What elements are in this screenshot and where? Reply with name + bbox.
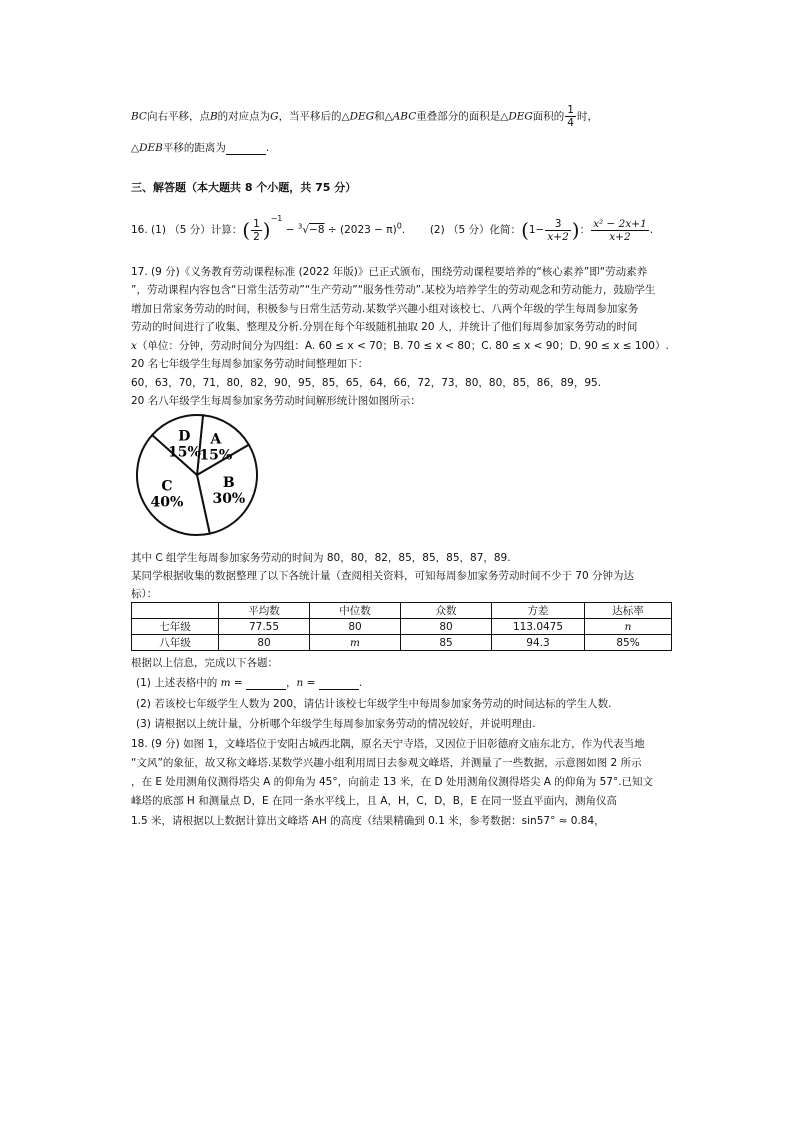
table-header-cell: 众数 xyxy=(401,603,492,619)
text: ： xyxy=(579,224,591,236)
var-n: n xyxy=(296,677,304,689)
var-b: B xyxy=(209,110,218,123)
table-cell: 113.0475 xyxy=(492,619,585,635)
question-16 xyxy=(131,212,653,243)
text: = xyxy=(303,677,319,689)
numerator: x² − 2x+1 xyxy=(593,217,647,230)
q17-line-11: 标）： xyxy=(131,588,158,600)
q18-line-5: 1.5 米，请根据以上数据计算出文峰塔 AH 的高度（结果精确到 0.1 米，参考数据：sin57° ≈ 0.84， xyxy=(131,815,605,827)
text: 平移的距离为 xyxy=(162,142,226,154)
text: = xyxy=(230,677,247,689)
text: 面积的 xyxy=(532,110,565,123)
text: 16. (1) （5 分）计算： xyxy=(131,224,243,236)
q17-line-3: 增加日常家务劳动的时间，积极参与日常生活劳动.某数学兴趣小组对该校七、八两个年级的学生每周参加家务 xyxy=(131,303,639,315)
text: 和△ xyxy=(374,110,393,123)
var-abc: ABC xyxy=(392,110,417,123)
pie-label-percent: 15% xyxy=(199,447,233,464)
text: 的对应点为 xyxy=(217,110,271,123)
q17-line-10: 某同学根据收集的数据整理了以下各统计量（查阅相关资料，可知每周参加家务劳动时间不少于 70 分钟为达 xyxy=(131,570,635,582)
q17-line-9: 其中 C 组学生每周参加家务劳动的时间为 80，80，82，85，85，85，87，89. xyxy=(131,552,511,564)
table-cell: n xyxy=(585,619,672,635)
pie-label-category: A xyxy=(210,431,222,448)
fraction-poly xyxy=(591,218,649,243)
q17-line-6: 20 名七年级学生每周参加家务劳动时间整理如下： xyxy=(131,358,369,370)
text: . xyxy=(358,677,363,689)
pie-label-percent: 40% xyxy=(150,494,184,511)
table-header-cell xyxy=(132,603,219,619)
text: (2) （5 分）化简： xyxy=(429,224,522,236)
answer-blank[interactable] xyxy=(226,144,266,155)
q18-line-4: 峰塔的底部 H 和测量点 D，E 在同一条水平线上，且 A，H，C，D，B，E 在同一竖直平面内，测角仪高 xyxy=(131,795,617,807)
var-bc: BC xyxy=(131,110,147,123)
radicand: −8 xyxy=(309,224,325,236)
q18-line-2: “文风”的象征，故又称文峰塔.某数学兴趣小组利用周日去参观文峰塔，并测量了一些数据，示意图如图 2 所示 xyxy=(131,757,642,769)
answer-blank-m[interactable] xyxy=(246,679,286,690)
numerator: 1 xyxy=(567,104,574,116)
pie-label-percent: 15% xyxy=(167,444,201,461)
var-g: G xyxy=(270,110,279,123)
text: . xyxy=(265,142,270,154)
table-cell: 85% xyxy=(585,635,672,651)
text: ， xyxy=(286,677,297,689)
numerator: 3 xyxy=(545,218,570,231)
table-cell: 80 xyxy=(401,619,492,635)
fraction-half xyxy=(251,218,262,243)
q17-line-1: 17. (9 分)《义务教育劳动课程标准 (2022 年版)》已正式颁布，围绕劳动课程要培养的“核心素养”即“劳动素养 xyxy=(131,266,648,278)
pie-label-percent: 30% xyxy=(212,491,246,508)
radical-icon: √ xyxy=(302,224,310,236)
table-header-row xyxy=(132,603,672,619)
q17-sub-1 xyxy=(136,676,362,690)
table-row xyxy=(132,619,672,635)
table-cell: 80 xyxy=(219,635,310,651)
table-header-cell: 达标率 xyxy=(585,603,672,619)
q17-sub-2: (2) 若该校七年级学生人数为 200，请估计该校七年级学生中每周参加家务劳动的时间达标的学生人数. xyxy=(136,698,612,710)
table-cell: 七年级 xyxy=(132,619,219,635)
exponent: 0 xyxy=(396,221,402,231)
translation-line-2 xyxy=(131,141,269,155)
text: 1− xyxy=(528,224,545,236)
table-cell: 80 xyxy=(310,619,401,635)
q17-line-2: ”，劳动课程内容包含“日常生活劳动”“生产劳动”“服务性劳动”.某校为培养学生的劳动观念和劳动能力，鼓励学生 xyxy=(131,284,656,296)
paren: ) xyxy=(571,218,580,242)
text: △ xyxy=(131,142,140,154)
q17-line-12: 根据以上信息，完成以下各题： xyxy=(131,657,278,669)
text: 重叠部分的面积是△ xyxy=(416,110,509,123)
table-cell: 85 xyxy=(401,635,492,651)
denominator: x+2 xyxy=(547,230,569,243)
denominator: 4 xyxy=(567,117,574,129)
table-cell: 94.3 xyxy=(492,635,585,651)
text: （单位：分钟，劳动时间分为四组：A. 60 ≤ x < 70；B. 70 ≤ x < 80；C. 80 ≤ x < 90；D. 90 ≤ x ≤ 100）. xyxy=(136,340,669,352)
table-cell: 八年级 xyxy=(132,635,219,651)
pie-label-category: C xyxy=(161,478,173,495)
pie-label-category: D xyxy=(178,428,191,445)
q17-line-5 xyxy=(131,339,669,353)
text: . xyxy=(401,224,406,236)
paren: ( xyxy=(242,218,251,242)
table-header-cell: 方差 xyxy=(492,603,585,619)
denominator: 2 xyxy=(253,230,260,243)
answer-blank-n[interactable] xyxy=(319,679,359,690)
q18-line-1: 18. (9 分) 如图 1，文峰塔位于安阳古城西北隅，原名天宁寺塔，又因位于旧彰德府文庙东北方，作为代表当地 xyxy=(131,738,645,750)
text: 时， xyxy=(576,110,598,123)
q17-line-8: 20 名八年级学生每周参加家务劳动时间解形统计图如图所示： xyxy=(131,395,421,407)
var-x: x xyxy=(131,340,137,352)
pie-chart xyxy=(134,412,260,538)
var-deb: DEB xyxy=(139,142,163,154)
text: . xyxy=(649,224,654,236)
var-deg: DEG xyxy=(508,110,533,123)
q18-line-3: ，在 E 处用测角仪测得塔尖 A 的仰角为 45°，向前走 13 米，在 D 处用测角仪测得塔尖 A 的仰角为 57°.已知文 xyxy=(131,776,654,788)
fraction-3-over-x2 xyxy=(545,218,570,243)
statistics-table xyxy=(131,602,672,651)
fraction-one-quarter xyxy=(565,104,576,129)
paren: ) xyxy=(262,218,271,242)
denominator: x+2 xyxy=(609,230,631,243)
text: (1) 上述表格中的 xyxy=(136,677,221,689)
exponent: −1 xyxy=(270,214,283,223)
paren: ( xyxy=(521,218,529,242)
translation-line-1 xyxy=(131,104,598,129)
text: ，当平移后的△ xyxy=(278,110,350,123)
numerator: 1 xyxy=(253,217,260,230)
table-cell: m xyxy=(310,635,401,651)
q17-line-4: 劳动的时间进行了收集、整理及分析.分别在每个年级随机抽取 20 人，并统计了他们每周参加家务劳动的时间 xyxy=(131,321,638,333)
pie-label-category: B xyxy=(222,475,235,492)
text: − xyxy=(282,224,298,236)
section-heading: 三、解答题（本大题共 8 个小题，共 75 分） xyxy=(131,181,357,194)
text: ÷ (2023 − π) xyxy=(324,224,397,236)
root-index: 3 xyxy=(297,222,303,231)
var-deg: DEG xyxy=(349,110,375,123)
q17-data-grade7: 60，63，70，71，80，82，90，95，85，65，64，66，72，73，80，80，85，86，89，95. xyxy=(131,377,602,389)
table-header-cell: 中位数 xyxy=(310,603,401,619)
table-cell: 77.55 xyxy=(219,619,310,635)
var-m: m xyxy=(220,677,231,689)
q17-sub-3: (3) 请根据以上统计量，分析哪个年级学生每周参加家务劳动的情况较好，并说明理由. xyxy=(136,718,536,730)
text: 向右平移，点 xyxy=(146,110,210,123)
table-row xyxy=(132,635,672,651)
table-header-cell: 平均数 xyxy=(219,603,310,619)
